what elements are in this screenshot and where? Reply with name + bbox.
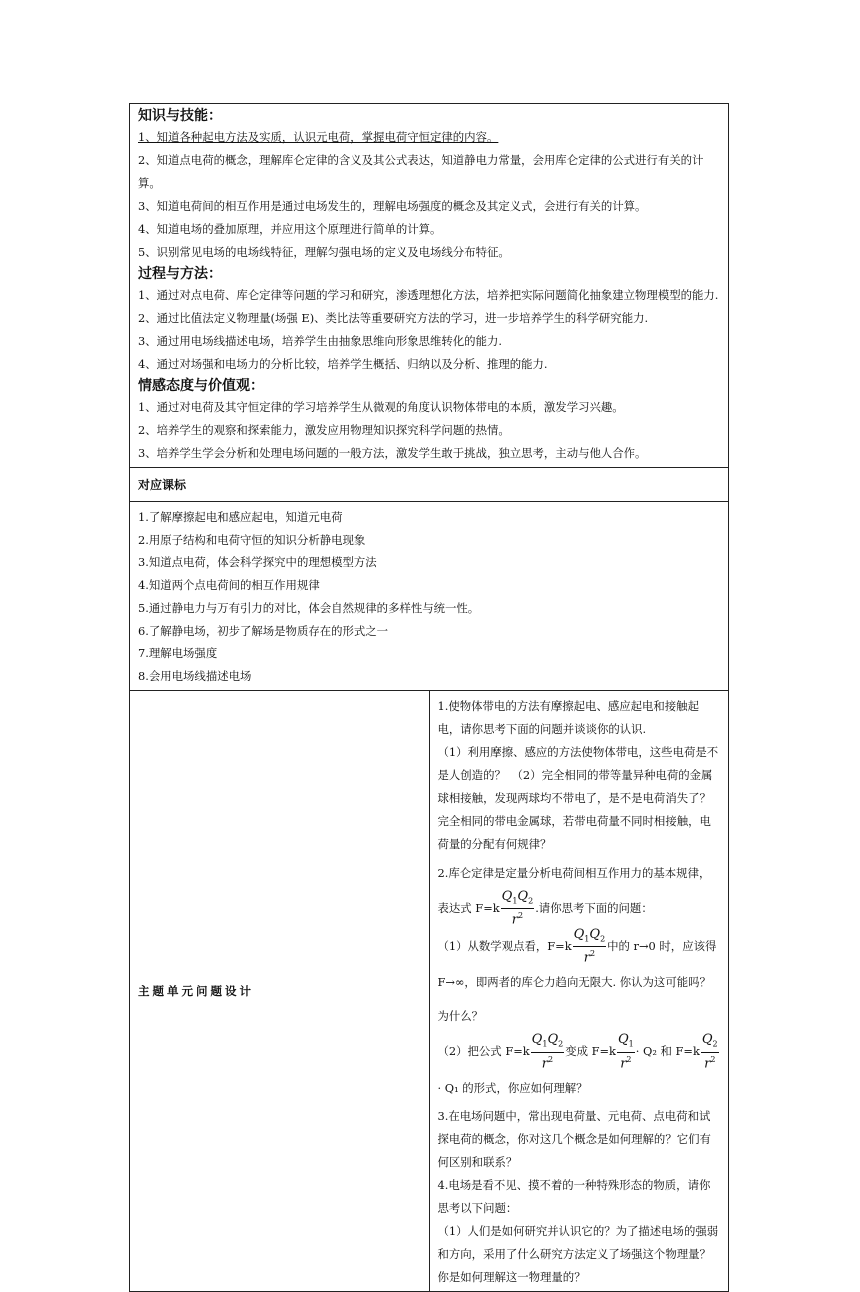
question-2-2 [438,1033,721,1105]
standard-item: 4.知道两个点电荷间的相互作用规律 [138,578,320,593]
standards-title: 对应课标 [130,468,729,502]
coulomb-fraction: $\frac{Q_1Q_2}{r^2}$ [573,926,606,966]
standard-item: 7.理解电场强度 [138,646,218,661]
design-label: 主题单元问题设计 [130,690,430,1292]
knowledge-item: 2、知道点电荷的概念，理解库仑定律的含义及其公式表达，知道静电力常量，会用库仑定律的公式进行有关的计算。 [138,153,704,190]
lesson-plan-table [129,103,729,1292]
question-2 [438,856,721,928]
question-2-2-text-c: · Q₂ 和 F=k [635,1044,700,1059]
process-title: 过程与方法： [138,266,222,282]
standard-item: 8.会用电场线描述电场 [138,668,252,683]
question-2-1-text-b: 中的 r→0 时，应该得 F→∞，即两者的库仑力趋向无限大. 你认为这可能吗？为什么？ [437,938,717,1024]
attitude-item: 2、培养学生的观察和探索能力，激发应用物理知识探究科学问题的热情。 [138,423,510,437]
question-2-2-text-d: · Q₁ 的形式，你应如何理解？ [437,1081,588,1096]
process-item: 2、通过比值法定义物理量(场强 E)、类比法等重要研究方法的学习，进一步培养学生的科学研究能力. [138,311,649,325]
standards-cell [130,502,729,691]
question-4-1: （1）人们是如何研究并认识它的？为了描述电场的强弱和方向，采用了什么研究方法定义了场强这个物理量？你是如何理解这一物理量的？ [437,1224,719,1285]
process-item: 4、通过对场强和电场力的分析比较，培养学生概括、归纳以及分析、推理的能力. [138,357,548,371]
standard-item: 2.用原子结构和电荷守恒的知识分析静电现象 [138,532,366,547]
knowledge-title: 知识与技能： [138,108,222,124]
question-2-2-text-a: （2）把公式 F=k [437,1044,530,1059]
question-1: 1.使物体带电的方法有摩擦起电、感应起电和接触起电，请你思考下面的问题并谈谈你的认识. [437,698,699,736]
goals-cell [130,104,729,468]
process-item: 1、通过对点电荷、库仑定律等问题的学习和研究，渗透理想化方法，培养把实际问题简化抽象建立物理模型的能力. [138,288,719,302]
standard-item: 6.了解静电场，初步了解场是物质存在的形式之一 [138,623,389,638]
attitude-item: 3、培养学生学会分析和处理电场问题的一般方法，激发学生敢于挑战，独立思考，主动与他人合作。 [138,446,647,460]
page [129,103,729,1292]
q1-fraction: $\frac{Q_1}{r^2}$ [617,1032,634,1072]
attitude-item: 1、通过对电荷及其守恒定律的学习培养学生从微观的角度认识物体带电的本质，激发学习兴趣。 [138,400,624,414]
coulomb-fraction: $\frac{Q_1Q_2}{r^2}$ [501,888,534,928]
knowledge-item: 3、知道电荷间的相互作用是通过电场发生的，理解电场强度的概念及其定义式，会进行有关的计算。 [138,199,647,213]
question-3: 3.在电场问题中，常出现电荷量、元电荷、点电荷和试探电荷的概念，你对这几个概念是如何理解的？它们有何区别和联系？ [437,1109,711,1170]
question-4: 4.电场是看不见、摸不着的一种特殊形态的物质，请你思考以下问题： [437,1178,711,1216]
question-2-2-text-b: 变成 F=k [565,1044,616,1059]
knowledge-item: 4、知道电场的叠加原理，并应用这个原理进行简单的计算。 [138,222,442,236]
question-2-1 [438,928,721,1034]
standard-item: 3.知道点电荷，体会科学探究中的理想模型方法 [138,555,377,570]
question-2-text-a: 2.库仑定律是定量分析电荷间相互作用力的基本规律，表达式 F=k [437,865,711,915]
question-1-sub: （1）利用摩擦、感应的方法使物体带电，这些电荷是不是人创造的？ （2）完全相同的带等量异种电荷的金属球相接触，发现两球均不带电了，是不是电荷消失了？完全相同的带电金属球，若带电荷量不同时相接触，电荷量的分配有何规律？ [437,744,719,851]
standard-item: 5.通过静电力与万有引力的对比，体会自然规律的多样性与统一性。 [138,600,480,615]
knowledge-item: 1、知道各种起电方法及实质，认识元电荷，掌握电荷守恒定律的内容。 [138,130,499,144]
attitude-title: 情感态度与价值观： [138,378,264,394]
standard-item: 1.了解摩擦起电和感应起电，知道元电荷 [138,510,343,524]
q2-fraction: $\frac{Q_2}{r^2}$ [701,1032,718,1072]
question-2-text-b: .请你思考下面的问题： [535,900,653,915]
coulomb-fraction: $\frac{Q_1Q_2}{r^2}$ [531,1032,564,1072]
question-2-1-text-a: （1）从数学观点看，F=k [437,938,572,953]
knowledge-item: 5、识别常见电场的电场线特征，理解匀强电场的定义及电场线分布特征。 [138,245,510,259]
design-cell [429,690,729,1292]
process-item: 3、通过用电场线描述电场，培养学生由抽象思维向形象思维转化的能力. [138,334,502,348]
